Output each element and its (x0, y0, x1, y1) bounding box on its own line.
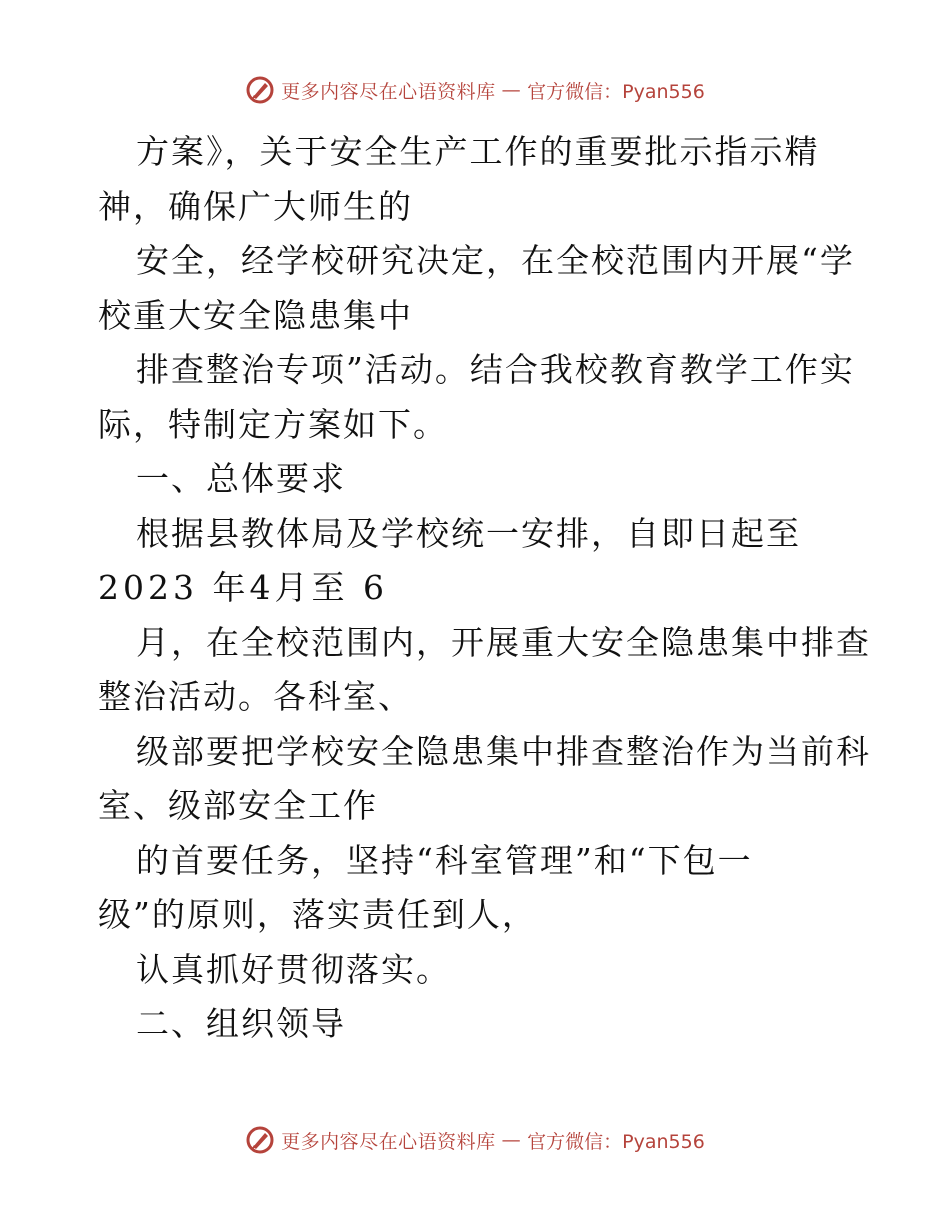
body-line: 级”的原则，落实责任到人， (98, 895, 537, 934)
body-line: 安全，经学校研究决定，在全校范围内开展“学 (136, 241, 855, 280)
body-line: 排查整治专项”活动。结合我校教育教学工作实 (136, 350, 855, 389)
footer-brand-text: 更多内容尽在心语资料库 (281, 1130, 496, 1153)
body-line: 月，在全校范围内，开展重大安全隐患集中排查 (136, 622, 871, 662)
header-brand-text: 更多内容尽在心语资料库 (281, 80, 496, 103)
header-banner (0, 70, 950, 110)
header-dash: — (501, 79, 522, 101)
body-line: 室、级部安全工作 (98, 786, 378, 825)
pen-logo-icon (245, 1125, 275, 1155)
body-line: 方案》，关于安全生产工作的重要批示指示精 (136, 132, 820, 171)
footer-banner-inner (245, 1125, 705, 1155)
section-heading: 二、组织领导 (136, 1004, 346, 1043)
body-line: 整治活动。各科室、 (98, 677, 413, 716)
body-line: 的首要任务，坚持“科室管理”和“下包一 (136, 840, 753, 880)
footer-dash: — (501, 1129, 522, 1151)
body-line: 级部要把学校安全隐患集中排查整治作为当前科 (136, 731, 871, 771)
body-line: 2023 年4月至 6 (98, 568, 388, 607)
body-line: 神，确保广大师生的 (98, 186, 413, 226)
document-body (98, 125, 871, 1052)
header-banner-inner (245, 75, 705, 105)
footer-wechat-text: 官方微信：Pyan556 (527, 1130, 705, 1153)
body-line: 根据县教体局及学校统一安排，自即日起至 (136, 513, 801, 553)
body-line: 认真抓好贯彻落实。 (136, 949, 451, 989)
section-heading: 一、总体要求 (136, 459, 346, 498)
footer-banner (0, 1120, 950, 1160)
header-wechat-text: 官方微信：Pyan556 (527, 80, 705, 103)
body-line: 校重大安全隐患集中 (98, 295, 413, 335)
body-line: 际，特制定方案如下。 (98, 404, 448, 444)
pen-logo-icon (245, 75, 275, 105)
